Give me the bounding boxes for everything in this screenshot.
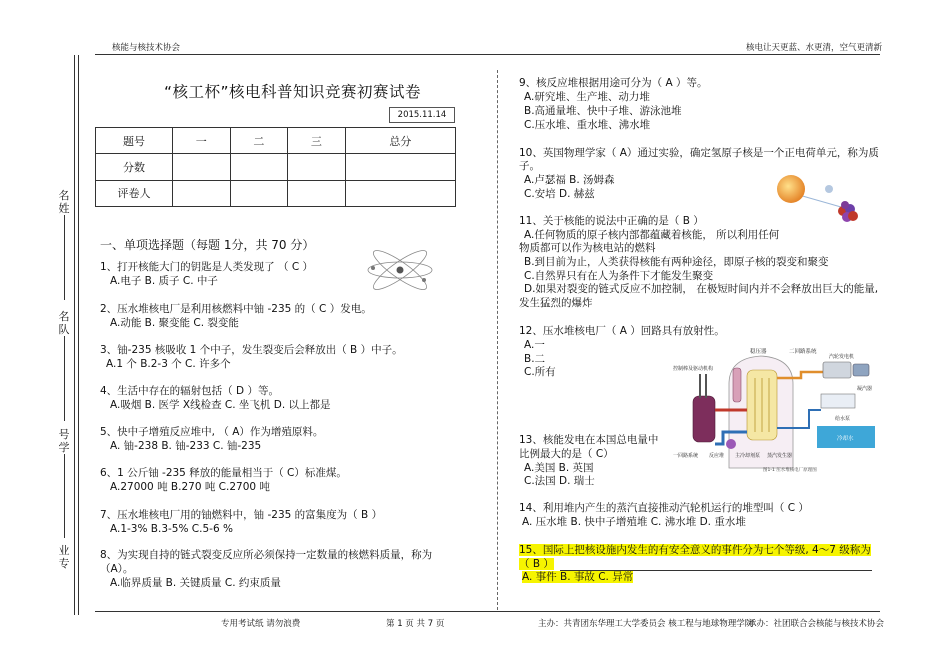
question-8-stem: 8、为实现自持的链式裂变反应所必须保持一定数量的核燃料质量，称为 xyxy=(100,549,433,561)
question-7-options: A.1-3% B.3-5% C.5-6 % xyxy=(110,523,233,535)
question-12-option-c: C.所有 xyxy=(524,366,556,378)
question-3-stem: 3、铀-235 核吸收 1 个中子，发生裂变后会释放出（ B ）中子。 xyxy=(100,344,403,356)
question-1-stem: 1、打开核能大门的钥匙是人类发现了 （ C ） xyxy=(100,261,314,273)
score-cell[interactable] xyxy=(288,154,346,180)
question-15-stem xyxy=(519,544,871,557)
question-4-options: A.吸烟 B. 医学 X线检查 C. 坐飞机 D. 以上都是 xyxy=(110,399,331,411)
question-13-stem-cont: 比例最大的是（ C） xyxy=(519,448,614,460)
question-13-stem: 13、核能发电在本国总电量中 xyxy=(519,434,659,446)
diagram-label-reactor: 反应堆 xyxy=(709,453,725,459)
score-cell[interactable] xyxy=(173,154,231,180)
question-11-line-6: 发生猛烈的爆炸 xyxy=(519,297,593,309)
question-8-options: A.临界质量 B. 关键质量 C. 约束质量 xyxy=(110,577,281,589)
question-15-answer-underline xyxy=(560,558,872,571)
exam-title: “核工杯”核电科普知识竞赛初赛试卷 xyxy=(164,83,422,101)
header-rule xyxy=(95,54,880,55)
diagram-label-secondary: 二回路系统 xyxy=(789,349,817,355)
score-table-header: 题号 xyxy=(96,128,173,154)
question-5-options: A. 铀-238 B. 铀-233 C. 铀-235 xyxy=(110,440,262,452)
grader-cell[interactable] xyxy=(288,180,346,206)
section-heading: 一、单项选择题（每题 1分，共 70 分） xyxy=(100,238,315,252)
question-2-options: A.动能 B. 聚变能 C. 裂变能 xyxy=(110,317,239,329)
diagram-label-control-rods: 控制棒及驱动机构 xyxy=(673,366,714,372)
question-10-options-cd: C.安培 D. 赫兹 xyxy=(524,188,595,200)
score-table-header: 三 xyxy=(288,128,346,154)
question-9-option-b: B.高通量堆、快中子堆、游泳池堆 xyxy=(524,105,682,117)
diagram-label-cooling-water: 冷却水 xyxy=(837,436,854,442)
header-right: 核电让天更蓝、水更清，空气更清新 xyxy=(746,43,883,53)
question-11-line-3: B.到目前为止，人类获得核能有两种途径，即原子核的裂变和聚变 xyxy=(524,256,829,268)
score-table-row-score xyxy=(96,154,456,180)
footer-sponsor: 主办：共青团东华理工大学委员会 核工程与地球物理学院 xyxy=(538,619,754,629)
question-12-stem: 12、压水堆核电厂（ A ）回路具有放射性。 xyxy=(519,325,725,337)
column-divider xyxy=(497,70,498,610)
score-table-header: 总分 xyxy=(345,128,455,154)
score-cell[interactable] xyxy=(345,154,455,180)
side-label-student-id: 号 学 xyxy=(58,428,70,454)
score-table-header-row xyxy=(96,128,456,154)
question-15-stem-text: 15、国际上把核设施内发生的有安全意义的事件分为七个等级, 4～7 级称为 xyxy=(519,544,871,556)
side-field-line-2 xyxy=(64,336,65,421)
question-9-option-a: A.研究堆、生产堆、动力堆 xyxy=(524,91,650,103)
diagram-label-primary: 一回路系统 xyxy=(673,453,699,459)
footer-rule-left xyxy=(95,611,498,612)
footer-organizer: 承办：社团联合会核能与核技术协会 xyxy=(748,619,885,629)
side-field-line-1 xyxy=(64,215,65,300)
exam-date: 2015.11.14 xyxy=(389,107,455,123)
question-15-options xyxy=(522,571,633,584)
side-label-team: 名 队 xyxy=(58,310,70,336)
question-2-stem: 2、压水堆核电厂是利用核燃料中铀 -235 的（ C ）发电。 xyxy=(100,303,372,315)
diagram-label-pressurizer: 稳压器 xyxy=(750,349,767,355)
binding-line-outer xyxy=(74,55,75,615)
question-10-stem: 10、英国物理学家（ A）通过实验，确定氢原子核是一个正电荷单元，称为质 xyxy=(519,147,879,159)
question-13-options-cd: C.法国 D. 瑞士 xyxy=(524,475,595,487)
score-table xyxy=(95,127,456,207)
question-15-stem-cont xyxy=(519,558,554,571)
header-left: 核能与核技术协会 xyxy=(112,43,181,53)
question-3-options: A.1 个 B.2-3 个 C. 许多个 xyxy=(106,358,231,370)
question-15-answer-blank: （ B ） xyxy=(519,558,554,570)
score-table-row-grader xyxy=(96,180,456,206)
diagram-label-condenser: 凝汽器 xyxy=(857,386,873,392)
pwr-plant-diagram xyxy=(671,344,881,476)
question-6-options: A.27000 吨 B.270 吨 C.2700 吨 xyxy=(110,481,270,493)
grader-cell[interactable] xyxy=(230,180,288,206)
question-13-options-ab: A.美国 B. 英国 xyxy=(524,462,594,474)
atom-nucleus-illustration-icon xyxy=(771,167,871,231)
diagram-label-feedwater-pump: 给水泵 xyxy=(835,416,851,422)
question-11-line-2: 物质都可以作为核电站的燃料 xyxy=(519,242,656,254)
question-14-stem: 14、利用堆内产生的蒸汽直接推动汽轮机运行的堆型叫（ C ） xyxy=(519,502,809,514)
question-11-line-1: A.任何物质的原子核内部都蕴藏着核能， 所以利用任何 xyxy=(524,229,780,241)
side-field-line-3 xyxy=(64,454,65,538)
diagram-label-steam-generator: 蒸汽发生器 xyxy=(767,453,793,459)
diagram-caption: 图1-1 压水堆核电厂原理图 xyxy=(763,468,817,473)
grader-cell[interactable] xyxy=(173,180,231,206)
question-14-options: A. 压水堆 B. 快中子增殖堆 C. 沸水堆 D. 重水堆 xyxy=(522,516,746,528)
question-6-stem: 6、1 公斤铀 -235 释放的能量相当于（ C）标准煤。 xyxy=(100,467,347,479)
score-table-header: 二 xyxy=(230,128,288,154)
question-11-stem: 11、关于核能的说法中正确的是（ B ） xyxy=(519,215,704,227)
question-12-option-a: A.一 xyxy=(524,339,545,351)
question-9-stem: 9、核反应堆根据用途可分为（ A ）等。 xyxy=(519,77,708,89)
question-12-option-b: B.二 xyxy=(524,353,546,365)
question-15-options-text: A. 事件 B. 事故 C. 异常 xyxy=(522,571,634,583)
diagram-label-turbine: 汽轮发电机 xyxy=(829,354,855,360)
question-9-option-c: C.压水堆、重水堆、沸水堆 xyxy=(524,119,651,131)
binding-line-inner xyxy=(78,55,79,615)
score-table-row-label: 分数 xyxy=(96,154,173,180)
question-11-line-5: D.如果对裂变的链式反应不加控制， 在极短时间内并不会释放出巨大的能量, xyxy=(524,283,879,295)
question-1-options: A.电子 B. 质子 C. 中子 xyxy=(110,275,218,287)
question-10-stem-cont: 子。 xyxy=(519,160,540,172)
footer-page-number: 第 1 页 共 7 页 xyxy=(386,619,445,629)
footer-rule-right xyxy=(498,611,880,612)
score-cell[interactable] xyxy=(230,154,288,180)
footer-left: 专用考试纸 请勿浪费 xyxy=(221,619,301,629)
question-4-stem: 4、生活中存在的辐射包括（ D ）等。 xyxy=(100,385,279,397)
question-11-line-4: C.自然界只有在人为条件下才能发生聚变 xyxy=(524,270,714,282)
question-8-stem-cont: （A）。 xyxy=(100,563,134,575)
diagram-label-coolant-pump: 主冷却剂泵 xyxy=(735,453,761,459)
side-label-name: 名 姓 xyxy=(58,189,70,215)
question-7-stem: 7、压水堆核电厂用的铀燃料中，铀 -235 的富集度为（ B ） xyxy=(100,509,383,521)
atom-illustration-icon xyxy=(364,250,436,290)
score-table-row-label: 评卷人 xyxy=(96,180,173,206)
grader-cell[interactable] xyxy=(345,180,455,206)
side-label-major: 业 专 xyxy=(58,544,70,570)
question-5-stem: 5、快中子增殖反应堆中, （ A）作为增殖原料。 xyxy=(100,426,324,438)
question-10-options-ab: A.卢瑟福 B. 汤姆森 xyxy=(524,174,615,186)
score-table-header: 一 xyxy=(173,128,231,154)
